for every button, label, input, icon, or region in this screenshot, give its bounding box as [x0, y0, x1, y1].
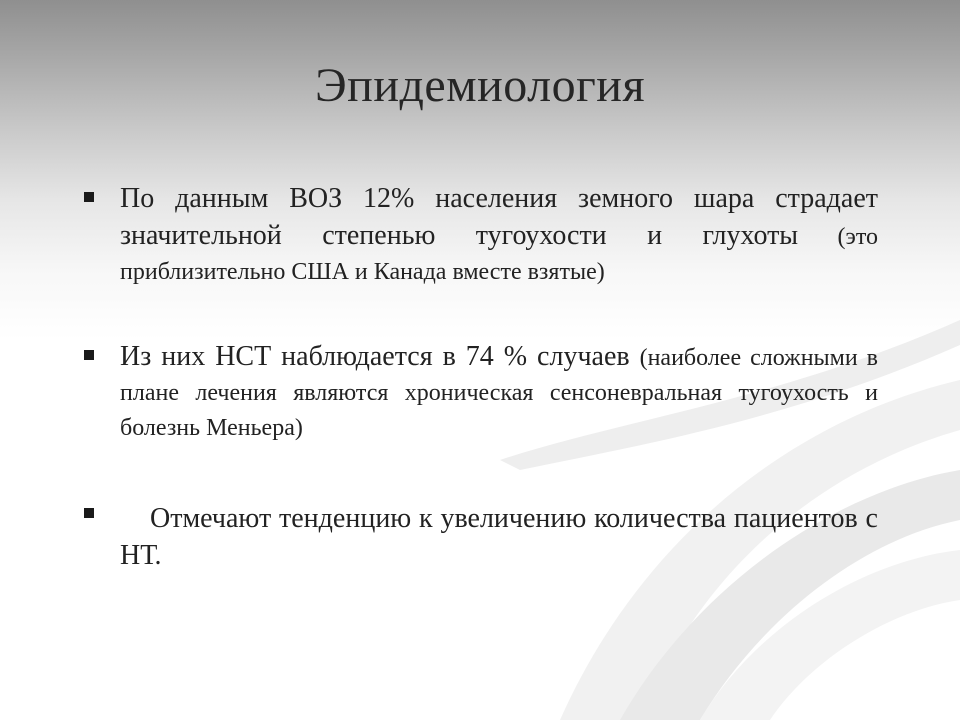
square-bullet-icon	[84, 508, 94, 518]
bullet-lead-text: По данным ВОЗ 12% населения земного шара страдает значительной степенью тугоухости и глухоты	[120, 183, 878, 251]
slide-title: Эпидемиология	[314, 59, 646, 112]
square-bullet-icon	[84, 350, 94, 360]
bullet-aside-text: (это приблизительно США и Канада вместе взятые)	[120, 224, 879, 285]
bullet-lead-text: Отмечают тенденцию к увеличению количества пациентов с НТ.	[120, 503, 878, 571]
bullet-aside-text: (наиболее сложными в плане лечения являются хроническая сенсоневральная тугоухость и болезнь Меньера)	[120, 345, 878, 441]
bullet-text	[120, 340, 878, 447]
bullet-lead-text: Из них НСТ наблюдается в 74 % случаев	[120, 341, 640, 372]
bullet-text	[120, 182, 878, 291]
square-bullet-icon	[84, 192, 94, 202]
bullet-text	[120, 502, 878, 576]
